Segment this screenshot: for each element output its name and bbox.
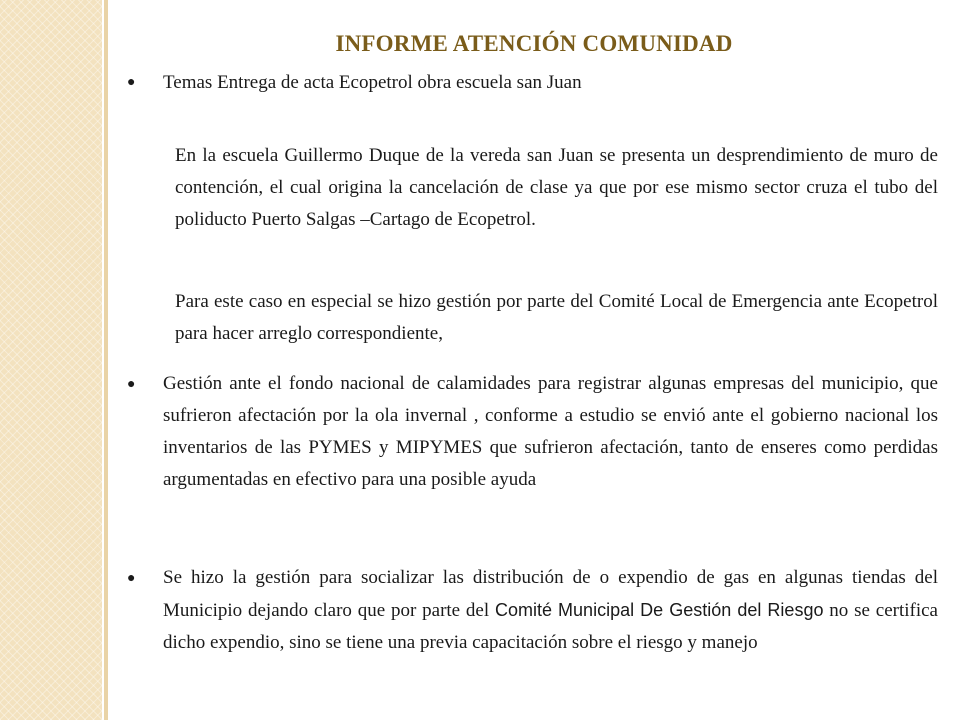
item-3-text-c: no se certifica dicho expendio, sino se tiene una previa capacitación sobre el riesgo y manejo	[163, 600, 938, 653]
bullet-icon: ●	[127, 75, 136, 90]
decorative-side-band	[0, 0, 102, 720]
item-1-text: Temas Entrega de acta Ecopetrol obra escuela san Juan	[163, 72, 582, 93]
item-2-text: Gestión ante el fondo nacional de calamidades para registrar algunas empresas del municipio, que sufrieron afectación por la ola invernal , conforme a estudio se envió ante el gobierno nacional los inventarios de las PYMES y MIPYMES que sufrieron afectación, tanto de enseres como perdidas argumentadas en efectivo para una posible ayuda	[163, 373, 938, 490]
item-3-committee-name: Comité Municipal De Gestión del Riesgo	[494, 600, 824, 620]
page-title: INFORME ATENCIÓN COMUNIDAD	[335, 31, 733, 56]
item-1-paragraph-2: Para este caso en especial se hizo gestión por parte del Comité Local de Emergencia ante Ecopetrol para hacer arreglo correspondiente,	[175, 291, 938, 344]
bullet-icon: ●	[127, 377, 136, 392]
item-3-text-a: Se hizo la gestión para socializar las distribución de o expendio de gas en algunas tiendas del Municipio dejando claro que por parte del	[163, 567, 938, 621]
item-3-text	[163, 562, 938, 659]
bullet-icon: ●	[127, 571, 136, 586]
side-divider	[104, 0, 108, 720]
item-1-paragraph-1: En la escuela Guillermo Duque de la vereda san Juan se presenta un desprendimiento de muro de contención, el cual origina la cancelación de clase ya que por ese mismo sector cruza el tubo del poliducto Puerto Salgas –Cartago de Ecopetrol.	[175, 145, 938, 230]
